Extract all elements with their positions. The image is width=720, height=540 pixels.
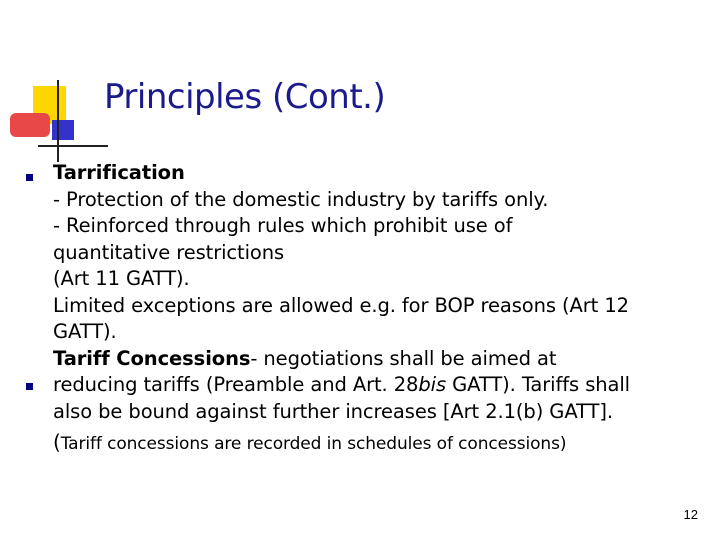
page-title: Principles (Cont.) [104, 77, 386, 117]
bullet-line: Limited exceptions are allowed e.g. for BOP reasons (Art 12 [53, 293, 629, 317]
bullet-line: - Reinforced through rules which prohibit use of [53, 214, 513, 237]
page-number: 12 [683, 507, 698, 522]
bullet-heading: Tariff Concessions [53, 346, 251, 370]
bullet-heading-tarrification: Tarrification [53, 161, 185, 184]
slide-template-logo-icon [0, 0, 110, 170]
slide-body [53, 160, 703, 458]
bullet-line: - negotiations shall be aimed at [250, 346, 557, 370]
bullet-line: quantitative restrictions [53, 240, 285, 264]
bullet-line: GATT). [53, 320, 117, 343]
bullet-line: reducing tariffs (Preamble and Art. 28bis GATT). Tariffs shall [53, 373, 630, 396]
bullet-note: (Tariff concessions are recorded in schedules of concessions) [53, 430, 567, 454]
square-bullet-icon [26, 383, 33, 390]
bullet-heading-tariff-concessions [53, 346, 703, 373]
bullet-line: - Protection of the domestic industry by tariffs only. [53, 187, 549, 211]
square-bullet-icon [26, 174, 33, 181]
bullet-line: (Art 11 GATT). [53, 267, 190, 290]
bullet-line: also be bound against further increases [Art 2.1(b) GATT]. [53, 399, 613, 423]
